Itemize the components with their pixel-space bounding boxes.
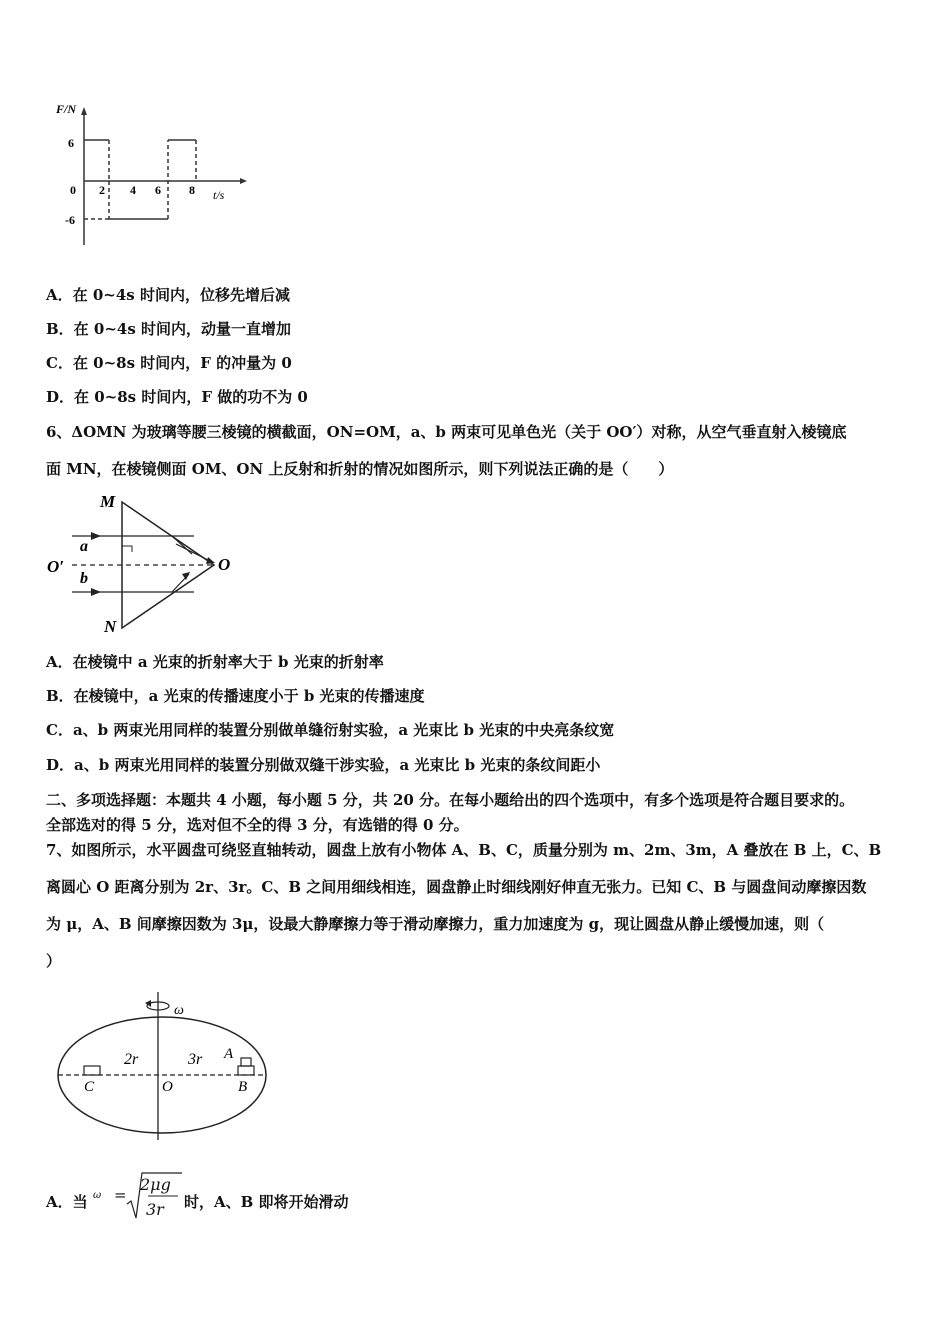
label-o-center: O xyxy=(162,1079,173,1095)
q7-omega-symbol: ω xyxy=(93,1190,102,1201)
block-c xyxy=(84,1066,100,1075)
x-tick-8: 8 xyxy=(189,183,195,197)
q5-option-d: D．在 0~8s 时间内，F 做的功不为 0 xyxy=(46,388,308,406)
q6-option-c: C．a、b 两束光用同样的装置分别做单缝衍射实验，a 光束比 b 光束的中央亮条纹宽 xyxy=(46,721,615,739)
y-tick-0: 0 xyxy=(70,183,76,197)
label-omega: ω xyxy=(174,1003,184,1018)
q7-equals-sign: = xyxy=(114,1186,127,1204)
refract-b-arrow xyxy=(182,572,190,580)
block-b xyxy=(238,1066,254,1075)
ray-a-arrow xyxy=(91,532,101,540)
q5-option-b: B．在 0~4s 时间内，动量一直增加 xyxy=(46,320,292,338)
ray-a-refract xyxy=(172,536,192,554)
q6-stem-line-2: 面 MN，在棱镜侧面 OM、ON 上反射和折射的情况如图所示，则下列说法正确的是（ ） xyxy=(46,460,674,478)
reflect-a xyxy=(176,544,212,562)
x-tick-2: 2 xyxy=(99,183,105,197)
ray-b-arrow xyxy=(91,588,101,596)
x-axis-arrow xyxy=(240,178,247,184)
q6-option-a: A．在棱镜中 a 光束的折射率大于 b 光束的折射率 xyxy=(46,653,384,671)
fraction-numerator: 2μg xyxy=(140,1175,171,1194)
y-axis-arrow xyxy=(81,107,87,115)
q7-stem-line-1: 7、如图所示，水平圆盘可绕竖直轴转动，圆盘上放有小物体 A、B、C，质量分别为 m、2m、3m，A 叠放在 B 上，C、B xyxy=(46,841,882,859)
q7-option-a-suffix: 时，A、B 即将开始滑动 xyxy=(184,1193,349,1211)
label-c-block: C xyxy=(84,1079,95,1095)
block-a xyxy=(241,1058,251,1066)
q6-option-d: D．a、b 两束光用同样的装置分别做双缝干涉实验，a 光束比 b 光束的条纹间距小 xyxy=(46,756,601,774)
x-tick-4: 4 xyxy=(130,183,136,197)
force-time-graph xyxy=(50,95,250,255)
x-tick-6: 6 xyxy=(155,183,161,197)
label-2r: 2r xyxy=(124,1051,139,1068)
q6-option-b: B．在棱镜中，a 光束的传播速度小于 b 光束的传播速度 xyxy=(46,687,425,705)
label-m: M xyxy=(100,492,116,511)
rotation-arrow-head xyxy=(145,1000,151,1007)
section2-line-1: 二、多项选择题：本题共 4 小题，每小题 5 分，共 20 分。在每小题给出的四个选项中，有多个选项是符合题目要求的。 xyxy=(46,791,855,809)
q7-stem-line-3: 为 μ，A、B 间摩擦因数为 3μ，设最大静摩擦力等于滑动摩擦力，重力加速度为 g，现让圆盘从静止缓慢加速，则（ xyxy=(46,915,825,933)
x-axis-label: t/s xyxy=(213,188,225,202)
label-a-block: A xyxy=(224,1046,234,1062)
fraction-denominator: 3r xyxy=(146,1200,164,1219)
label-a: a xyxy=(80,538,88,555)
q7-stem-line-2: 离圆心 O 距离分别为 2r、3r。C、B 之间用细线相连，圆盘静止时细线刚好伸直无张力。已知 C、B 与圆盘间动摩擦因数 xyxy=(46,878,867,896)
y-tick-neg6: -6 xyxy=(65,213,75,227)
y-tick-6: 6 xyxy=(68,136,74,150)
right-angle-mark xyxy=(122,546,132,552)
label-b-block: B xyxy=(238,1079,248,1095)
q7-stem-line-4: ） xyxy=(46,952,62,970)
prism-figure xyxy=(44,490,244,640)
q7-option-a-prefix: A．当 xyxy=(46,1193,88,1211)
force-curve xyxy=(84,140,196,219)
reflect-a-arrow xyxy=(206,557,215,564)
rotating-disk-figure xyxy=(52,988,277,1148)
q6-stem-line-1: 6、ΔOMN 为玻璃等腰三棱镜的横截面，ON=OM，a、b 两束可见单色光（关于 OO′）对称，从空气垂直射入棱镜底 xyxy=(46,423,847,441)
section2-line-2: 全部选对的得 5 分，选对但不全的得 3 分，有选错的得 0 分。 xyxy=(46,816,469,834)
label-n: N xyxy=(104,617,117,636)
label-o: O xyxy=(218,555,231,574)
label-b: b xyxy=(80,570,88,587)
y-axis-label: F/N xyxy=(56,102,77,116)
label-o-prime: O′ xyxy=(47,557,65,576)
label-3r: 3r xyxy=(188,1051,203,1068)
q5-option-c: C．在 0~8s 时间内，F 的冲量为 0 xyxy=(46,354,292,372)
q5-option-a: A．在 0~4s 时间内，位移先增后减 xyxy=(46,286,290,304)
